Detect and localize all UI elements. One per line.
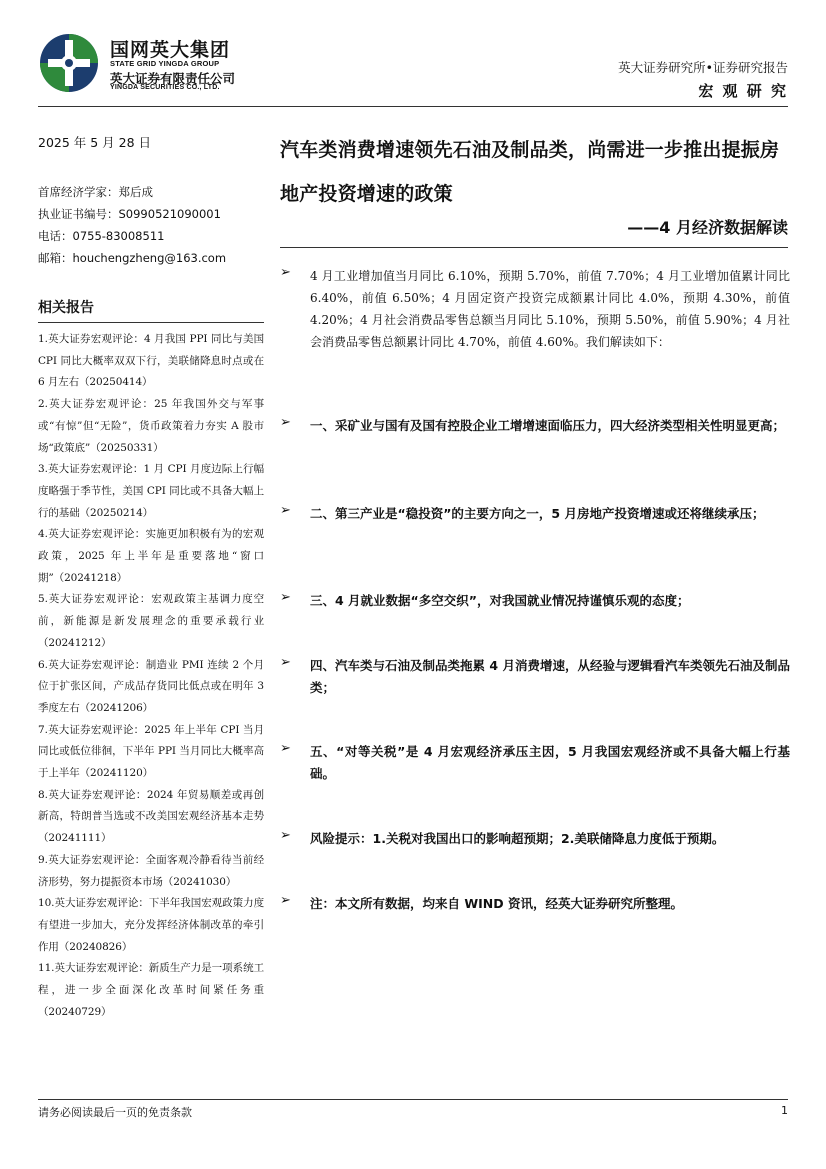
- footer-divider: [38, 1099, 788, 1100]
- related-report-item: 11.英大证券宏观评论：新质生产力是一项系统工程，进一步全面深化改革时间紧任务重（20240729）: [38, 962, 264, 1018]
- related-report-item: 8.英大证券宏观评论：2024 年贸易顺差或再创新高，特朗普当选或不改美国宏观经济基本走势（20241111）: [38, 788, 264, 845]
- analyst-name: 首席经济学家：郑后成: [38, 185, 153, 199]
- key-point-text: 一、采矿业与国有及国有控股企业工增增速面临压力，四大经济类型相关性明显更高；: [310, 418, 786, 433]
- arrow-bullet-icon: ➢: [280, 503, 291, 518]
- data-source-note-text: 注：本文所有数据，均来自 WIND 资讯，经英大证券研究所整理。: [310, 896, 683, 911]
- logo-subsidiary-name: 英大证券有限责任公司: [110, 71, 236, 86]
- arrow-bullet-icon: ➢: [280, 828, 291, 843]
- related-report-item: 6.英大证券宏观评论：制造业 PMI 连续 2 个月位于扩张区间，产成品存货同比低点或在明年 3 季度左右（20241206）: [38, 658, 264, 714]
- logo-company-name: 国网英大集团: [110, 39, 231, 61]
- risk-warning-text: 风险提示：1.关税对我国出口的影响超预期；2.美联储降息力度低于预期。: [310, 831, 725, 846]
- arrow-bullet-icon: ➢: [280, 590, 291, 605]
- report-date: 2025 年 5 月 28 日: [38, 135, 152, 150]
- report-subtitle: ——4 月经济数据解读: [627, 218, 788, 237]
- related-report-item: 7.英大证券宏观评论：2025 年上半年 CPI 当月同比或低位徘徊，下半年 PPI 当月同比大概率高于上半年（20241120）: [38, 723, 264, 780]
- header-divider: [38, 106, 788, 107]
- intro-paragraph: 4 月工业增加值当月同比 6.10%，预期 5.70%，前值 7.70%；4 月工业增加值累计同比 6.40%，前值 6.50%；4 月固定资产投资完成额累计同比 4.0%，预期 4.30%，前值 4.20%；4 月社会消费品零售总额当月同比 5.10%，预期 5.50%，前值 5.90%；4 月社会消费品零售总额累计同比 4.70%，前值 4.60%。我们解读如下：: [310, 269, 790, 349]
- key-point: [280, 503, 790, 525]
- related-reports-title: 相关报告: [38, 297, 264, 323]
- header-report-type: 宏 观 研 究: [698, 82, 788, 100]
- related-report-item: 9.英大证券宏观评论：全面客观冷静看待当前经济形势，努力提振资本市场（20241030）: [38, 853, 264, 888]
- arrow-bullet-icon: ➢: [280, 655, 291, 670]
- company-logo-icon: [38, 32, 100, 94]
- page-number: 1: [781, 1104, 788, 1117]
- related-report-item: 4.英大证券宏观评论：实施更加积极有为的宏观政策，2025 年上半年是重要落地“窗口期”（20241218）: [38, 528, 264, 584]
- logo-english-name: STATE GRID YINGDA GROUP: [110, 59, 220, 68]
- key-point-text: 四、汽车类与石油及制品类拖累 4 月消费增速，从经验与逻辑看汽车类领先石油及制品类；: [310, 658, 790, 695]
- license-number: 执业证书编号：S0990521090001: [38, 207, 221, 221]
- report-title: 汽车类消费增速领先石油及制品类，尚需进一步推出提振房地产投资增速的政策: [280, 139, 780, 205]
- key-point: [280, 415, 790, 437]
- intro-bullet: [280, 265, 790, 353]
- related-report-item: 3.英大证券宏观评论：1 月 CPI 月度边际上行幅度略强于季节性，美国 CPI 同比或不具备大幅上行的基础（20250214）: [38, 463, 264, 519]
- key-point-text: 二、第三产业是“稳投资”的主要方向之一，5 月房地产投资增速或还将继续承压；: [310, 506, 765, 521]
- related-report-item: 10.英大证券宏观评论：下半年我国宏观政策力度有望进一步加大，充分发挥经济体制改革的牵引作用（20240826）: [38, 897, 264, 953]
- key-point-text: 五、“对等关税”是 4 月宏观经济承压主因，5 月我国宏观经济或不具备大幅上行基础。: [310, 744, 790, 781]
- phone-number: 电话：0755-83008511: [38, 229, 165, 243]
- email-address: 邮箱：houchengzheng@163.com: [38, 251, 227, 265]
- arrow-bullet-icon: ➢: [280, 893, 291, 908]
- key-point-text: 三、4 月就业数据“多空交织”，对我国就业情况持谨慎乐观的态度；: [310, 593, 690, 608]
- arrow-bullet-icon: ➢: [280, 415, 291, 430]
- risk-warning: [280, 828, 790, 850]
- related-reports-list: [38, 329, 264, 1024]
- related-report-item: 5.英大证券宏观评论：宏观政策主基调力度空前，新能源是新发展理念的重要承载行业（20241212）: [38, 593, 264, 649]
- related-report-item: 1.英大证券宏观评论：4 月我国 PPI 同比与美国 CPI 同比大概率双双下行，美联储降息时点或在 6 月左右（20250414）: [38, 333, 264, 389]
- header-org-line: 英大证券研究所•证券研究报告: [618, 60, 788, 75]
- arrow-bullet-icon: ➢: [280, 741, 291, 756]
- key-point: [280, 655, 790, 699]
- arrow-bullet-icon: ➢: [280, 265, 291, 280]
- title-divider: [280, 247, 788, 248]
- footer-disclaimer: 请务必阅读最后一页的免责条款: [38, 1106, 192, 1119]
- key-point: [280, 590, 790, 612]
- logo-subsidiary-english: YINGDA SECURITIES CO., LTD.: [110, 84, 220, 91]
- related-report-item: 2.英大证券宏观评论：25 年我国外交与军事或“有惊”但“无险”，货币政策着力夯实 A 股市场“政策底”（20250331）: [38, 398, 264, 454]
- key-point: [280, 741, 790, 785]
- left-sidebar: [38, 133, 264, 1024]
- data-source-note: [280, 893, 790, 915]
